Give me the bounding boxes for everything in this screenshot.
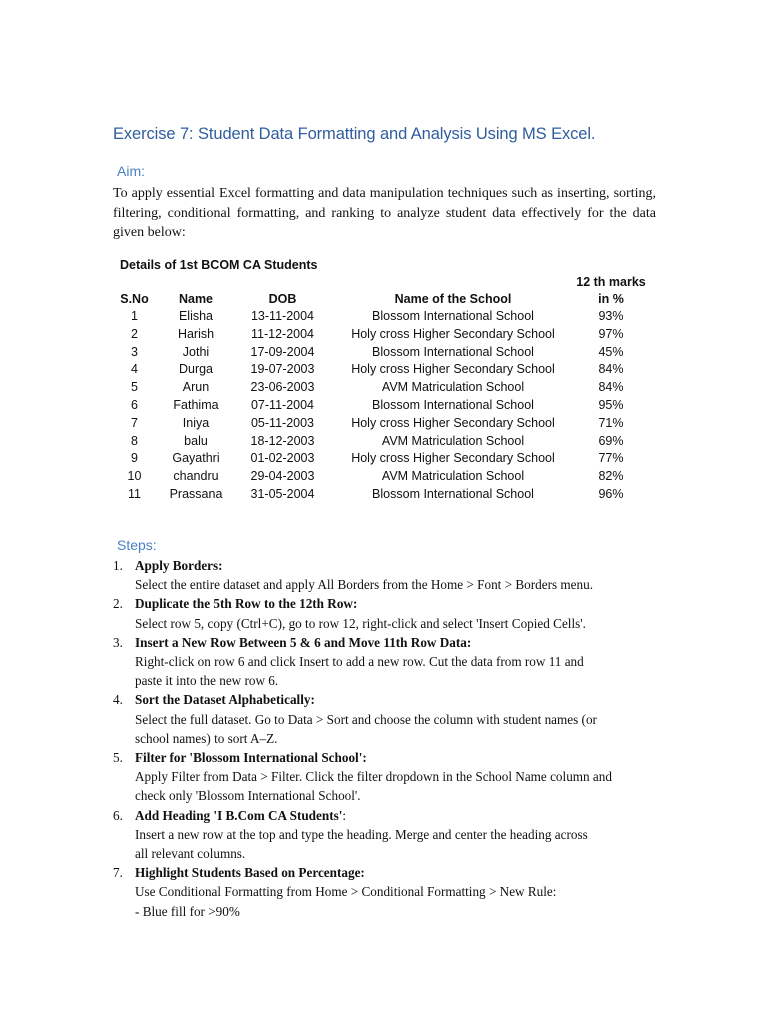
table-row [112,450,646,468]
step-heading [135,748,653,767]
cell-sno: 7 [131,415,138,430]
step-number: 2. [113,596,123,612]
cell-school: Blossom International School [372,344,534,359]
cell-name: Arun [182,380,210,395]
step-body-line: all relevant columns. [135,846,246,862]
steps-heading: Steps: [117,537,157,553]
cell-name: Fathima [173,397,219,412]
cell-dob: 19-07-2003 [250,362,315,377]
cell-sno: 6 [131,397,138,412]
cell-marks: 84% [598,362,624,377]
exercise-title: Exercise 7: Student Data Formatting and Analysis Using MS Excel. [113,125,596,143]
table-row [112,397,646,415]
step-body-line: Select row 5, copy (Ctrl+C), go to row 12, right-click and select 'Insert Copied Cells'. [135,615,586,631]
cell-school: Holy cross Higher Secondary School [351,451,555,466]
step-number: 4. [113,692,123,708]
step-heading [135,690,653,709]
cell-name: Durga [178,362,214,377]
step-body-line: check only 'Blossom International School'. [135,788,361,804]
cell-marks: 82% [598,469,624,484]
step-body-line: Select the full dataset. Go to Data > Sort and choose the column with student names (or [135,711,597,727]
step-item [113,556,653,594]
table-row [112,415,646,433]
table-row [112,486,646,504]
header-marks: 12 th marks in % [576,275,646,306]
step-item [113,690,653,748]
step-body-line: Insert a new row at the top and type the heading. Merge and center the heading across [135,826,588,842]
step-body-line: - Blue fill for >90% [135,903,240,919]
step-item [113,633,653,691]
cell-marks: 95% [598,397,624,412]
cell-school: AVM Matriculation School [381,433,525,448]
step-body-line: Right-click on row 6 and click Insert to add a new row. Cut the data from row 11 and [135,654,584,670]
step-title: Insert a New Row Between 5 & 6 and Move 11th Row Data: [135,634,472,650]
cell-dob: 05-11-2003 [250,415,314,430]
cell-school: Blossom International School [372,309,534,323]
cell-dob: 01-02-2003 [250,451,315,466]
step-title: Add Heading 'I B.Com CA Students' [135,807,343,823]
cell-marks: 71% [598,415,624,430]
step-item [113,806,653,864]
aim-text: To apply essential Excel formatting and data manipulation techniques such as inserting, sorting, filtering, conditional formatting, and ranking to analyze student data effectively for the data given below: [113,186,656,240]
cell-sno: 9 [131,451,138,466]
step-number: 6. [113,807,123,823]
step-body-line: Apply Filter from Data > Filter. Click the filter dropdown in the School Name column and [135,769,612,785]
cell-dob: 23-06-2003 [250,380,315,395]
cell-marks: 69% [598,433,624,448]
aim-heading: Aim: [117,163,145,179]
cell-marks: 77% [598,451,624,466]
step-title-suffix: : [342,807,347,823]
cell-dob: 13-11-2004 [250,309,314,323]
cell-sno: 4 [131,362,138,377]
cell-sno: 2 [131,326,138,341]
cell-dob: 11-12-2004 [250,326,314,341]
table-row [112,344,646,362]
cell-school: Blossom International School [372,397,534,412]
cell-marks: 45% [598,344,624,359]
cell-dob: 18-12-2003 [250,433,315,448]
header-name: Name [178,292,214,306]
table-row [112,379,646,397]
step-body-line: paste it into the new row 6. [135,673,279,689]
step-title: Highlight Students Based on Percentage: [135,865,365,881]
cell-dob: 17-09-2004 [250,344,315,359]
cell-dob: 07-11-2004 [250,397,314,412]
step-heading [135,633,653,652]
step-number: 7. [113,865,123,881]
cell-name: balu [184,433,208,448]
table-header-row [112,274,646,308]
step-heading [135,863,653,882]
step-heading [135,806,653,825]
cell-sno: 11 [128,486,141,501]
steps-list [113,556,653,921]
table-body [112,308,646,504]
cell-dob: 31-05-2004 [250,486,315,501]
header-dob: DOB [268,292,297,306]
cell-school: Holy cross Higher Secondary School [351,326,555,341]
cell-name: Gayathri [172,451,220,466]
step-title: Duplicate the 5th Row to the 12th Row: [135,596,358,612]
step-number: 3. [113,634,123,650]
step-item [113,748,653,806]
cell-marks: 97% [598,326,624,341]
step-title: Sort the Dataset Alphabetically: [135,692,315,708]
cell-school: Blossom International School [372,486,534,501]
step-heading [135,556,653,575]
step-number: 5. [113,750,123,766]
cell-sno: 8 [131,433,138,448]
cell-name: chandru [173,469,219,484]
table-row [112,433,646,451]
header-sno: S.No [120,292,149,306]
cell-sno: 1 [131,309,138,323]
cell-name: Prassana [169,486,223,501]
step-body-line: Select the entire dataset and apply All Borders from the Home > Font > Borders menu. [135,577,594,593]
step-item [113,594,653,632]
step-body-line: Use Conditional Formatting from Home > Conditional Formatting > New Rule: [135,884,557,900]
cell-school: AVM Matriculation School [381,469,525,484]
header-school: Name of the School [394,292,512,306]
table-row [112,468,646,486]
table-row [112,326,646,344]
cell-dob: 29-04-2003 [250,469,315,484]
cell-marks: 93% [598,309,624,323]
students-table [112,274,646,504]
cell-marks: 96% [598,486,624,501]
cell-name: Iniya [182,415,210,430]
cell-sno: 10 [127,469,142,484]
cell-sno: 3 [131,344,138,359]
step-title: Filter for 'Blossom International School': [135,750,367,766]
step-body-line: school names) to sort A–Z. [135,730,278,746]
table-row [112,308,646,326]
cell-school: Holy cross Higher Secondary School [351,362,555,377]
table-row [112,361,646,379]
step-item [113,863,653,921]
cell-school: AVM Matriculation School [381,380,525,395]
cell-name: Harish [177,326,215,341]
cell-school: Holy cross Higher Secondary School [351,415,555,430]
cell-name: Jothi [182,344,210,359]
table-caption: Details of 1st BCOM CA Students [120,258,318,272]
step-heading [135,594,653,613]
step-number: 1. [113,558,123,573]
step-title: Apply Borders: [135,558,223,573]
cell-marks: 84% [598,380,624,395]
cell-name: Elisha [178,309,214,323]
cell-sno: 5 [131,380,138,395]
